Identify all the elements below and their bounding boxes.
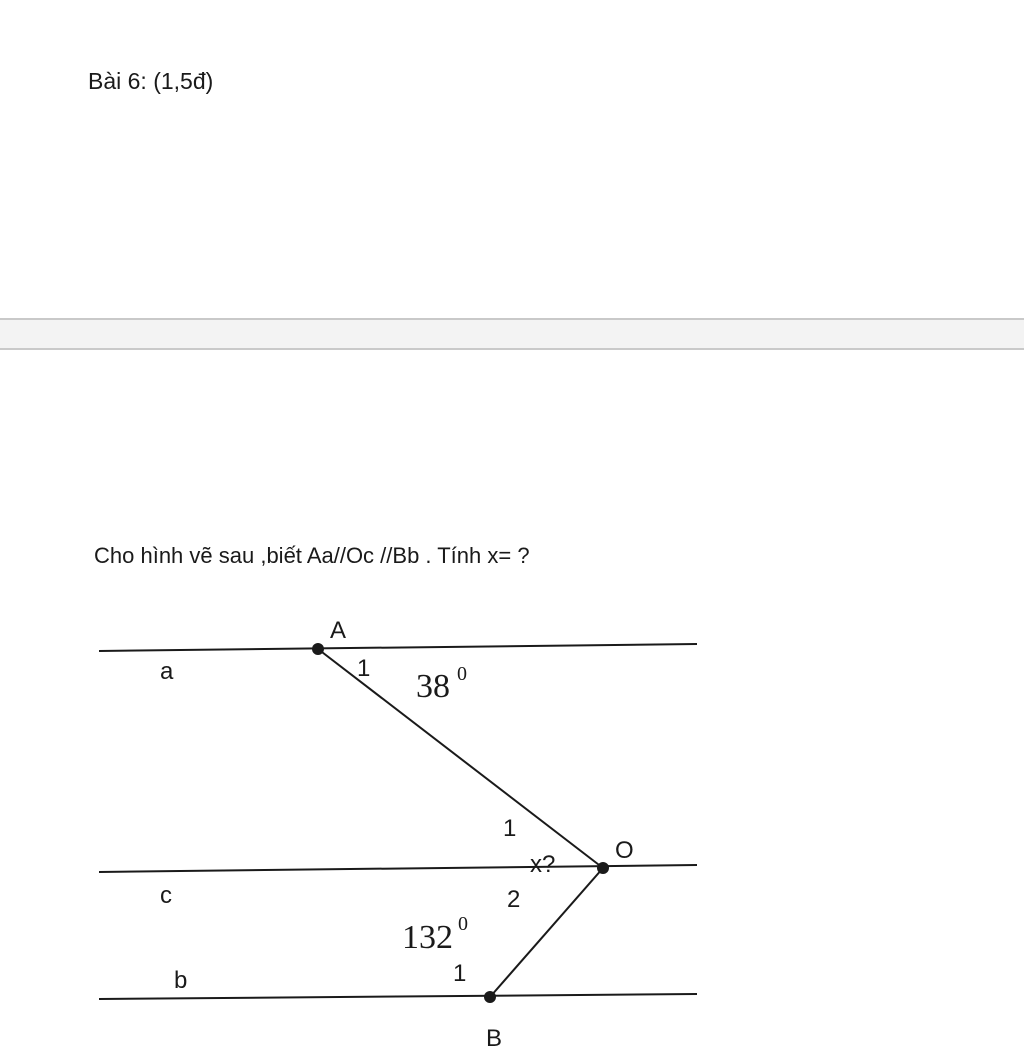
point-A-label: A [330, 617, 347, 644]
line-b [99, 994, 697, 999]
point-B-dot [484, 991, 496, 1003]
point-B-label: B [486, 1025, 503, 1052]
angle-B1-degree: 0 [458, 913, 468, 935]
angle-O1-label: 1 [503, 815, 517, 842]
point-O-dot [597, 862, 609, 874]
angle-B1-value: 132 [402, 919, 453, 956]
exercise-title: Bài 6: (1,5đ) [88, 68, 214, 94]
line-c-label: c [160, 882, 172, 909]
angle-B1-label: 1 [453, 960, 467, 987]
line-a-label: a [160, 658, 174, 685]
line-b-label: b [174, 967, 188, 994]
angle-x-label: x? [530, 851, 556, 878]
angle-A1-value: 38 [416, 668, 450, 705]
point-A-dot [312, 643, 324, 655]
line-a [99, 644, 697, 651]
angle-A1-degree: 0 [457, 663, 467, 685]
angle-O2-label: 2 [507, 886, 521, 913]
point-O-label: O [615, 837, 634, 864]
angle-A1-label: 1 [357, 655, 371, 682]
problem-statement: Cho hình vẽ sau ,biết Aa//Oc //Bb . Tính x= ? [94, 543, 530, 568]
